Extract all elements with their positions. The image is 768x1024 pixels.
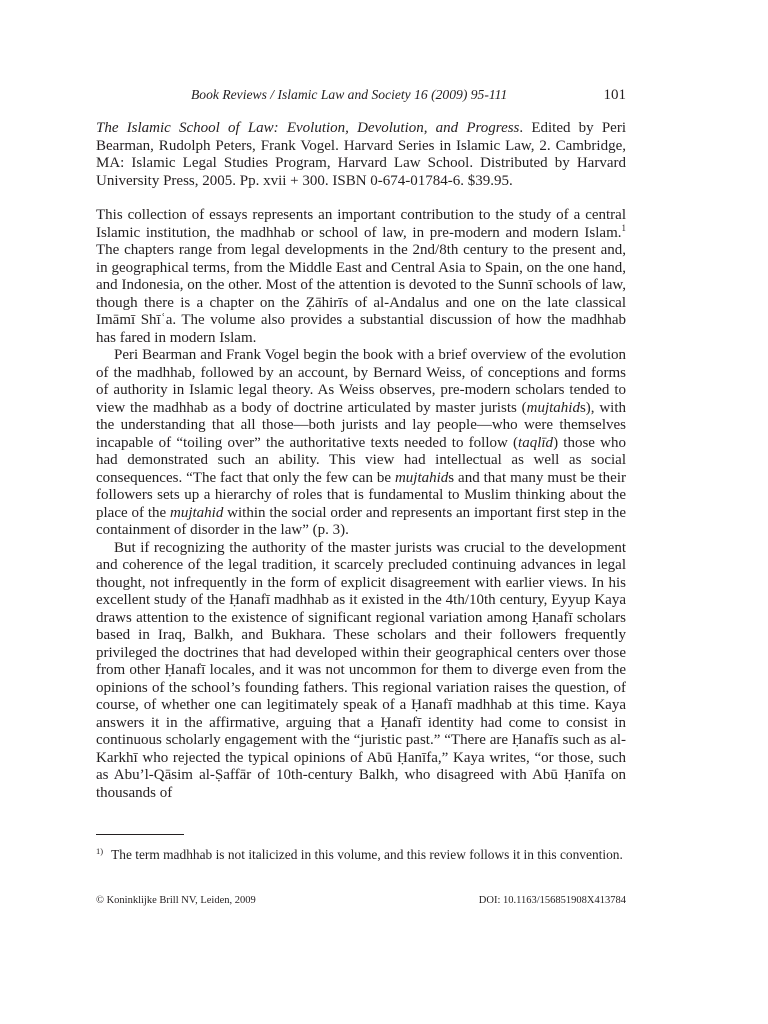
footnote-mark: 1) <box>96 845 104 856</box>
article-body <box>96 120 626 802</box>
paragraph-1: This collection of essays represents an important contribution to the study of a central Islamic institution, the madhhab or school of law, in pre-modern and modern Islam.$^1$ The chapters range from legal developments in the 2nd/8th century to the present and, in geographical terms, from the Middle East and Central Asia to Spain, on the one hand, and Indonesia, on the other. Most of the attention is devoted to the Sunnī schools of law, though there is a chapter on the Ẓāhirīs of al-Andalus and one on the late classical Imāmī Shīʿa. The volume also provides a substantial discussion of how the madhhab has fared in modern Islam. <box>96 207 626 346</box>
citation-details: . Edited by Peri Bearman, Rudolph Peters, Frank Vogel. Harvard Series in Islamic Law, 2. Cambridge, MA: Islamic Legal Studies Program, Harvard Law School. Distributed by Harvard University Press, 2005. Pp. xvii + 300. ISBN 0-674-01784-6. $39.95. <box>96 120 626 189</box>
copyright-notice: © Koninklijke Brill NV, Leiden, 2009 <box>96 895 256 906</box>
running-title: Book Reviews / Islamic Law and Society 16 (2009) 95-111 <box>191 87 508 102</box>
paragraph-3: But if recognizing the authority of the master jurists was crucial to the development and coherence of the legal tradition, it scarcely precluded continuing advances in legal thought, not infrequently in the form of explicit disagreement with earlier views. In his excellent study of the Ḥanafī madhhab as it existed in the 4th/10th century, Eyyup Kaya draws attention to the existence of significant regional variation among Ḥanafī scholars based in Iraq, Balkh, and Bukhara. These scholars and their followers frequently privileged the doctrines that had developed within their geographical centers over those from other Ḥanafī locales, and it was not uncommon for them to diverge even from the opinions of the school’s founding fathers. This regional variation raises the question, of course, of whether one can legitimately speak of a Ḥanafī madhhab at this time. Kaya answers it in the affirmative, arguing that a Ḥanafī identity had come to consist in continuous scholarly engagement with the “juristic past.” “There are Ḥanafīs such as al-Karkhī who rejected the typical opinions of Abū Ḥanīfa,” Kaya writes, “or those, such as Abu’l-Qāsim al-Ṣaffār of 10th-century Balkh, who disagreed with Abū Ḥanīfa on thousands of <box>96 539 626 801</box>
page-number: 101 <box>603 87 626 103</box>
book-citation <box>96 120 626 190</box>
doi-link[interactable]: DOI: 10.1163/156851908X413784 <box>478 895 626 906</box>
footnote <box>96 846 626 864</box>
footnote-reference[interactable]: 1 <box>621 222 626 233</box>
paragraph-2: Peri Bearman and Frank Vogel begin the book with a brief overview of the evolution of the madhhab, followed by an account, by Bernard Weiss, of conceptions and forms of authority in Islamic legal theory. As Weiss observes, pre-modern scholars tended to view the madhhab as a body of doctrine articulated by master jurists (mujtahids), with the understanding that all those—both jurists and lay people—who were themselves incapable of “toiling over” the authoritative texts needed to follow (taqlīd) those who had demonstrated such an ability. This view had intellectual as well as social consequences. “The fact that only the few can be mujtahids and that many must be their followers sets up a hierarchy of roles that is fundamental to Muslim thinking about the place of the mujtahid within the social order and represents an important first step in the containment of disorder in the law” (p. 3). <box>96 347 627 538</box>
book-title: The Islamic School of Law: Evolution, Devolution, and Progress <box>96 120 520 136</box>
footnote-divider <box>96 834 184 835</box>
footnote-text: The term madhhab is not italicized in this volume, and this review follows it in this convention. <box>111 847 623 862</box>
